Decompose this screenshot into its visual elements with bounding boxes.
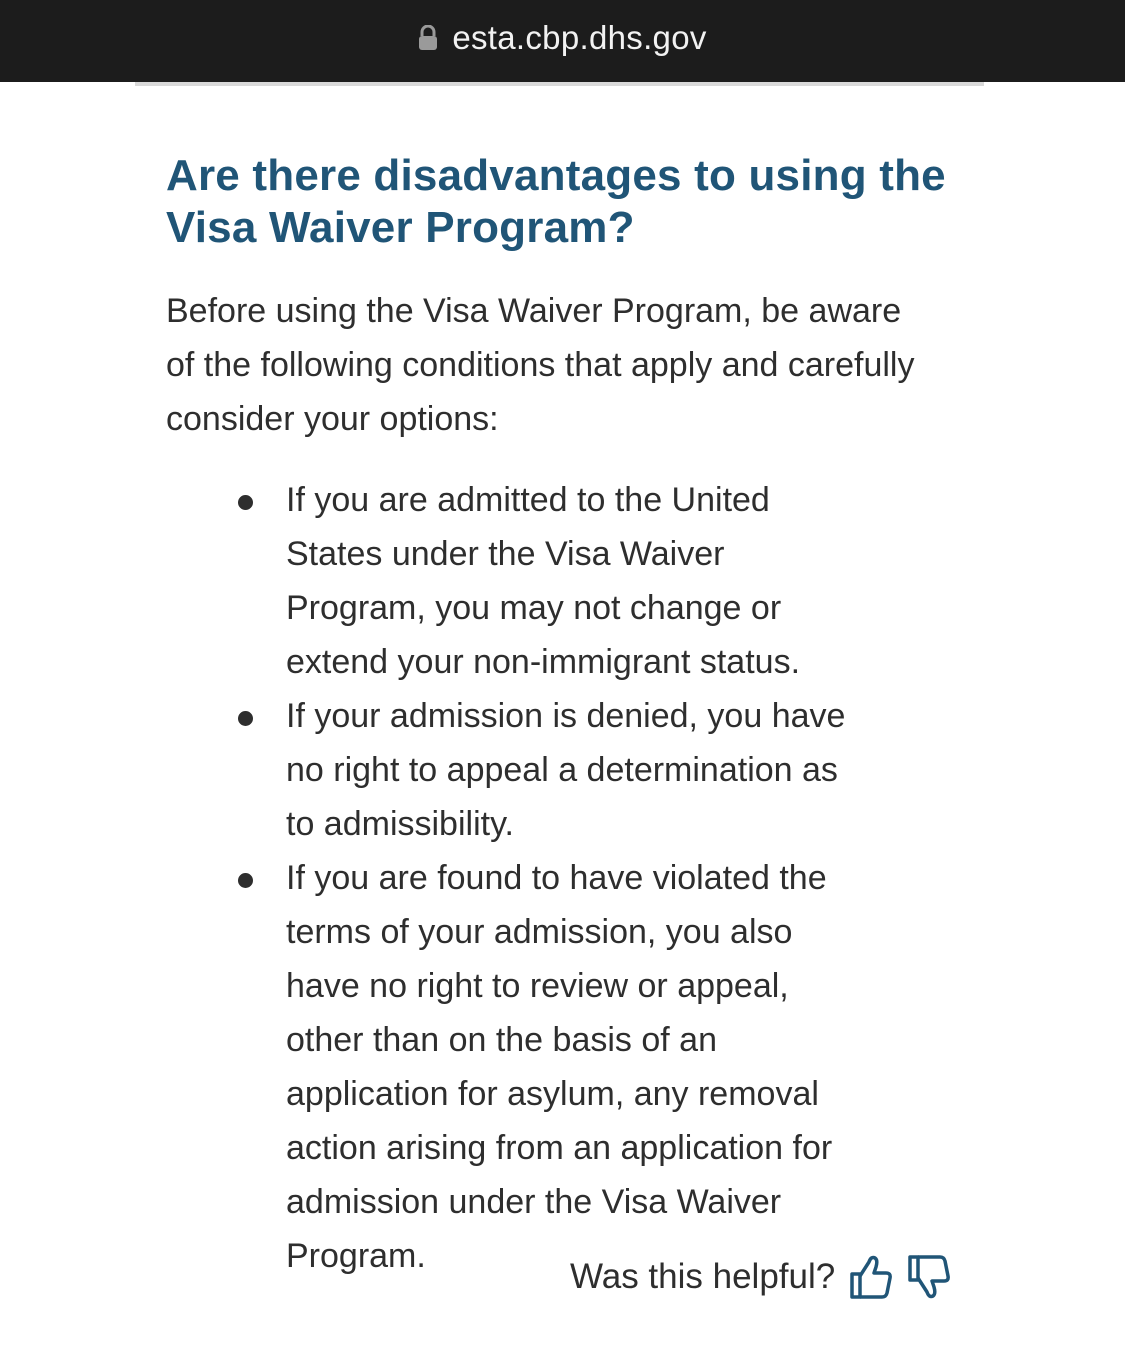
list-item-text: If you are found to have violated the terms of your admission, you also have no right to review or appeal, other than on the basis of an application for asylum, any removal action arising from an application for admission under the Visa Waiver Program. [286,859,833,1275]
page-title: Are there disadvantages to using the Visa Waiver Program? [166,151,946,252]
bullet-dot [238,495,253,510]
list-item-text: If your admission is denied, you have no right to appeal a determination as to admissibility. [286,697,846,843]
feedback-widget [570,1252,951,1302]
conditions-list [166,473,966,1283]
list-item [166,851,846,1283]
article-content [166,150,966,1283]
url-text: esta.cbp.dhs.gov [452,19,707,56]
list-item-text: If you are admitted to the United States under the Visa Waiver Program, you may not change or extend your non-immigrant status. [286,481,801,681]
page-divider [135,82,984,86]
url-display[interactable] [418,19,706,57]
browser-address-bar[interactable] [0,0,1125,82]
lock-icon [418,25,438,51]
list-item [166,689,846,851]
thumbs-down-icon[interactable] [907,1252,951,1302]
feedback-question: Was this helpful? [570,1257,836,1296]
bullet-dot [238,711,253,726]
intro-paragraph: Before using the Visa Waiver Program, be aware of the following conditions that apply and carefully consider your options: [166,292,915,438]
list-item [166,473,846,689]
thumbs-up-icon[interactable] [849,1252,893,1302]
bullet-dot [238,873,253,888]
